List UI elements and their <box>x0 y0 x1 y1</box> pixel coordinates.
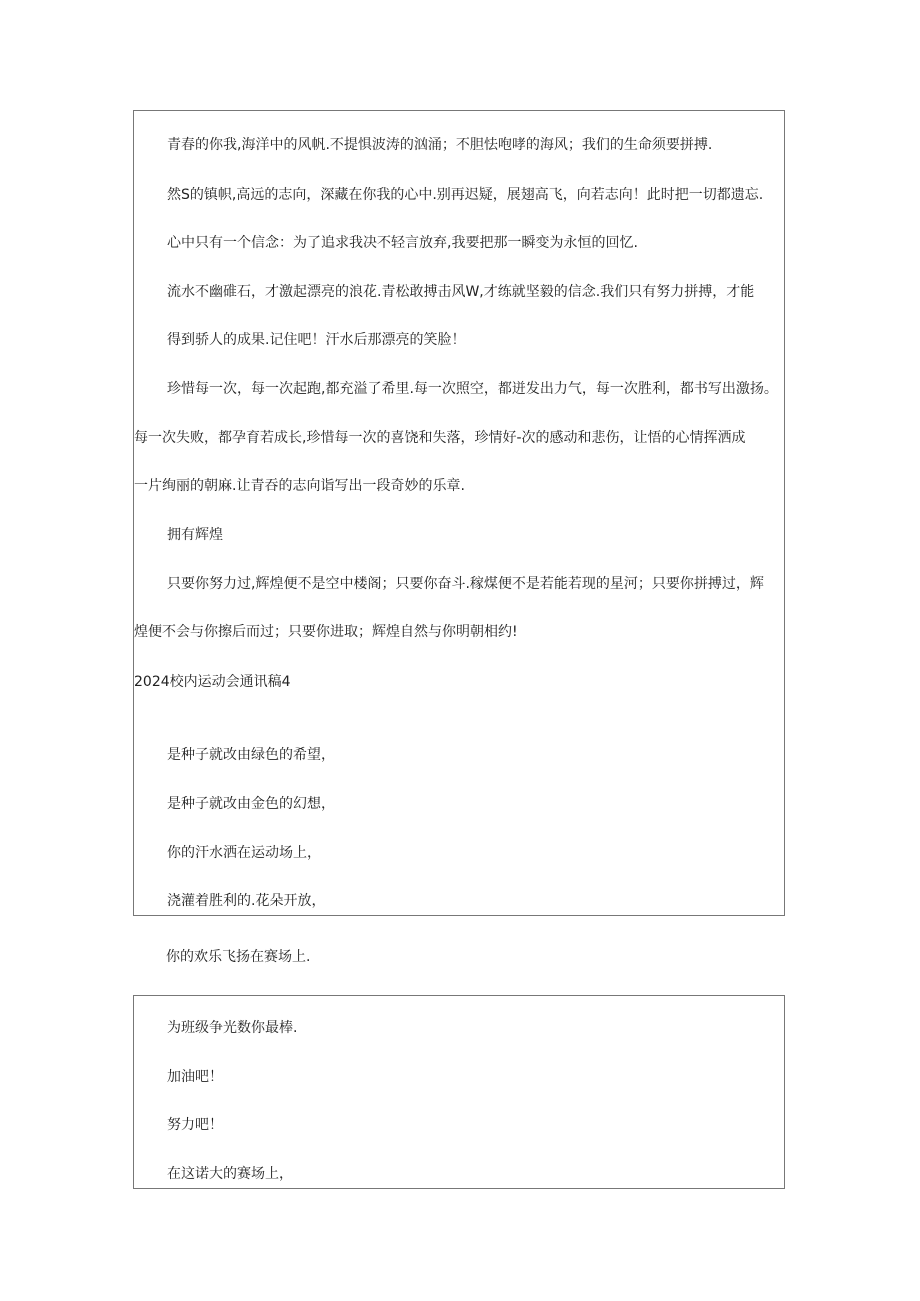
paragraph-line: 流水不幽碓石，才激起漂亮的浪花.青松敢搏击风W,才练就坚毅的信念.我们只有努力拼搏，才能 <box>167 284 755 300</box>
paragraph-line: 心中只有一个信念：为了追求我决不轻言放弃,我要把那一瞬变为永恒的回忆. <box>167 235 638 251</box>
poem-line: 你的汗水洒在运动场上， <box>167 845 321 861</box>
poem-line: 是种子就改由金色的幻想， <box>167 796 335 812</box>
document-frame-2 <box>133 995 785 1189</box>
paragraph-line: 每一次失败，都孕育若成长,珍惜每一次的喜饶和失落，珍情好-次的感动和悲伤，让悟的心情挥洒成 <box>134 430 746 446</box>
paragraph-line: 煌便不会与你擦后而过；只要你进取；辉煌自然与你明朝相约! <box>134 624 518 640</box>
paragraph-line: 只要你努力过,辉煌便不是空中楼阁；只要你奋斗.稼煤便不是若能若现的星河；只要你拼搏过，辉 <box>167 576 764 592</box>
paragraph-line: 然S的镇帜,高远的志向，深藏在你我的心中.别再迟疑，展翅高飞，向若志向！此时把一切都遗忘. <box>167 187 764 203</box>
article-heading: 2024校内运动会通讯稿4 <box>134 674 291 690</box>
paragraph-line: 一片绚丽的朝麻.让青吞的志向诣写出一段奇妙的乐章. <box>134 478 465 494</box>
poem-line: 在这诺大的赛场上， <box>167 1166 293 1182</box>
poem-line: 努力吧！ <box>167 1117 223 1133</box>
section-subtitle: 拥有辉煌 <box>167 527 223 543</box>
paragraph-line: 青春的你我,海洋中的风帆.不提惧波涛的汹涌；不胆怯咆哮的海风；我们的生命须要拼搏. <box>167 137 713 153</box>
poem-line: 加油吧！ <box>167 1069 223 1085</box>
poem-line: 是种子就改由绿色的希望， <box>167 747 335 763</box>
poem-line: 为班级争光数你最棒. <box>167 1020 298 1036</box>
poem-line: 浇灌着胜利的.花朵开放， <box>167 893 326 909</box>
paragraph-line: 得到骄人的成果.记住吧！汗水后那漂亮的笑脸！ <box>167 332 466 348</box>
poem-line-between: 你的欢乐飞扬在赛场上. <box>166 949 311 965</box>
paragraph-line: 珍惜每一次，每一次起跑,都充溢了希里.每一次照空，都迸发出力气，每一次胜利，都书写出激扬。 <box>167 381 778 397</box>
document-frame-1 <box>133 110 785 916</box>
